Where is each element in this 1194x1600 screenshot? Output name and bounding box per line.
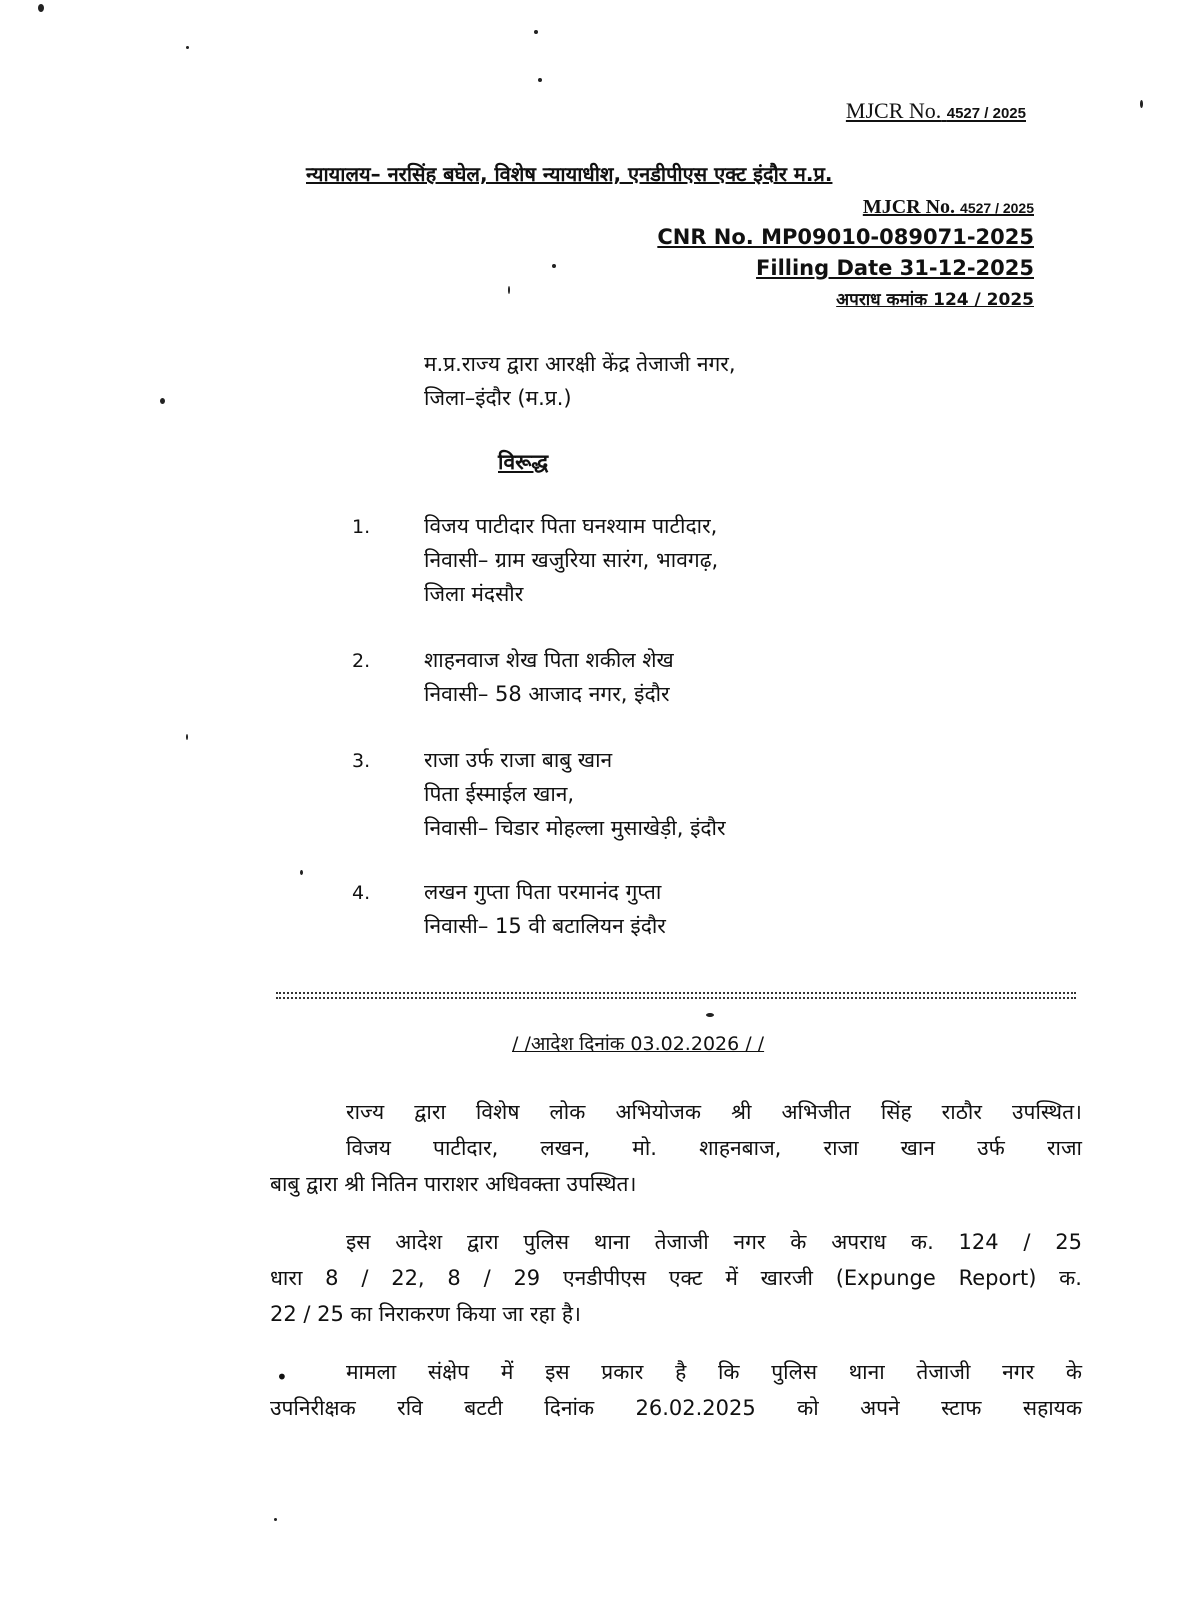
order-date-title: / /आदेश दिनांक 03.02.2026 / /	[512, 1033, 765, 1055]
order-line	[270, 1094, 1082, 1130]
order-text: मामला संक्षेप में इस प्रकार है कि पुलिस थाना तेजाजी नगर के	[346, 1360, 1082, 1384]
filing-date: Filling Date 31-12-2025	[756, 256, 1034, 280]
margin-mark: •	[276, 1365, 288, 1389]
order-line: 22 / 25 का निराकरण किया जा रहा है।	[270, 1302, 582, 1326]
accused-line: निवासी– ग्राम खजुरिया सारंग, भावगढ़,	[424, 548, 719, 572]
scan-speck	[300, 870, 303, 875]
order-line	[270, 1130, 1082, 1166]
cnr-number: CNR No. MP09010-089071-2025	[657, 225, 1034, 249]
accused-line: जिला मंदसौर	[424, 582, 524, 606]
order-line	[270, 1224, 1082, 1260]
order-text: विजय पाटीदार, लखन, मो. शाहनबाज, राजा खान उर्फ राजा	[346, 1136, 1082, 1160]
order-text: इस आदेश द्वारा पुलिस थाना तेजाजी नगर के अपराध क. 124 / 25	[346, 1230, 1082, 1254]
court-title: न्यायालय– नरसिंह बघेल, विशेष न्यायाधीश, एनडीपीएस एक्ट इंदौर म.प्र.	[306, 162, 833, 186]
scan-speck	[1140, 100, 1143, 108]
accused-number: 4.	[352, 882, 371, 904]
scan-speck	[186, 734, 188, 740]
versus-heading: विरूद्ध	[498, 450, 549, 474]
order-line: बाबु द्वारा श्री नितिन पाराशर अधिवक्ता उपस्थित।	[270, 1172, 637, 1196]
order-line	[270, 1354, 1082, 1390]
accused-line: निवासी– चिडार मोहल्ला मुसाखेड़ी, इंदौर	[424, 816, 726, 840]
accused-line: पिता ईस्माईल खान,	[424, 782, 575, 806]
scan-speck	[186, 46, 189, 49]
mjcr-number	[863, 196, 1034, 219]
mjcr-top-number: 4527 / 2025	[946, 105, 1026, 122]
order-line: उपनिरीक्षक रवि बटटी दिनांक 26.02.2025 को अपने स्टाफ सहायक	[270, 1396, 1082, 1420]
mjcr-number-value: 4527 / 2025	[960, 200, 1034, 216]
accused-number: 2.	[352, 650, 371, 672]
section-divider	[276, 997, 1076, 999]
order-line: धारा 8 / 22, 8 / 29 एनडीपीएस एक्ट में खारजी (Expunge Report) क.	[270, 1266, 1082, 1290]
accused-number: 1.	[352, 516, 371, 538]
mjcr-top-label: MJCR No.	[845, 98, 942, 123]
accused-line: राजा उर्फ राजा बाबु खान	[424, 748, 613, 772]
scan-speck	[706, 1013, 714, 1017]
scan-speck	[538, 78, 542, 82]
order-text: राज्य द्वारा विशेष लोक अभियोजक श्री अभिजीत सिंह राठौर उपस्थित।	[346, 1100, 1082, 1124]
crime-number: अपराध कमांक 124 / 2025	[836, 290, 1034, 310]
scan-speck	[508, 286, 510, 294]
state-line-2: जिला–इंदौर (म.प्र.)	[424, 386, 572, 410]
accused-line: निवासी– 58 आजाद नगर, इंदौर	[424, 682, 670, 706]
accused-line: विजय पाटीदार पिता घनश्याम पाटीदार,	[424, 514, 718, 538]
section-divider	[276, 992, 1076, 994]
scan-speck	[552, 264, 556, 268]
mjcr-number-top	[846, 98, 1026, 124]
scan-speck	[274, 1518, 277, 1521]
mjcr-label: MJCR No.	[862, 196, 956, 218]
scan-speck	[534, 30, 538, 34]
state-line-1: म.प्र.राज्य द्वारा आरक्षी केंद्र तेजाजी नगर,	[424, 352, 736, 376]
scan-speck	[160, 398, 165, 404]
accused-line: निवासी– 15 वी बटालियन इंदौर	[424, 914, 666, 938]
accused-line: लखन गुप्ता पिता परमानंद गुप्ता	[424, 880, 662, 904]
accused-line: शाहनवाज शेख पिता शकील शेख	[424, 648, 674, 672]
scan-speck	[38, 4, 44, 12]
accused-number: 3.	[352, 750, 371, 772]
